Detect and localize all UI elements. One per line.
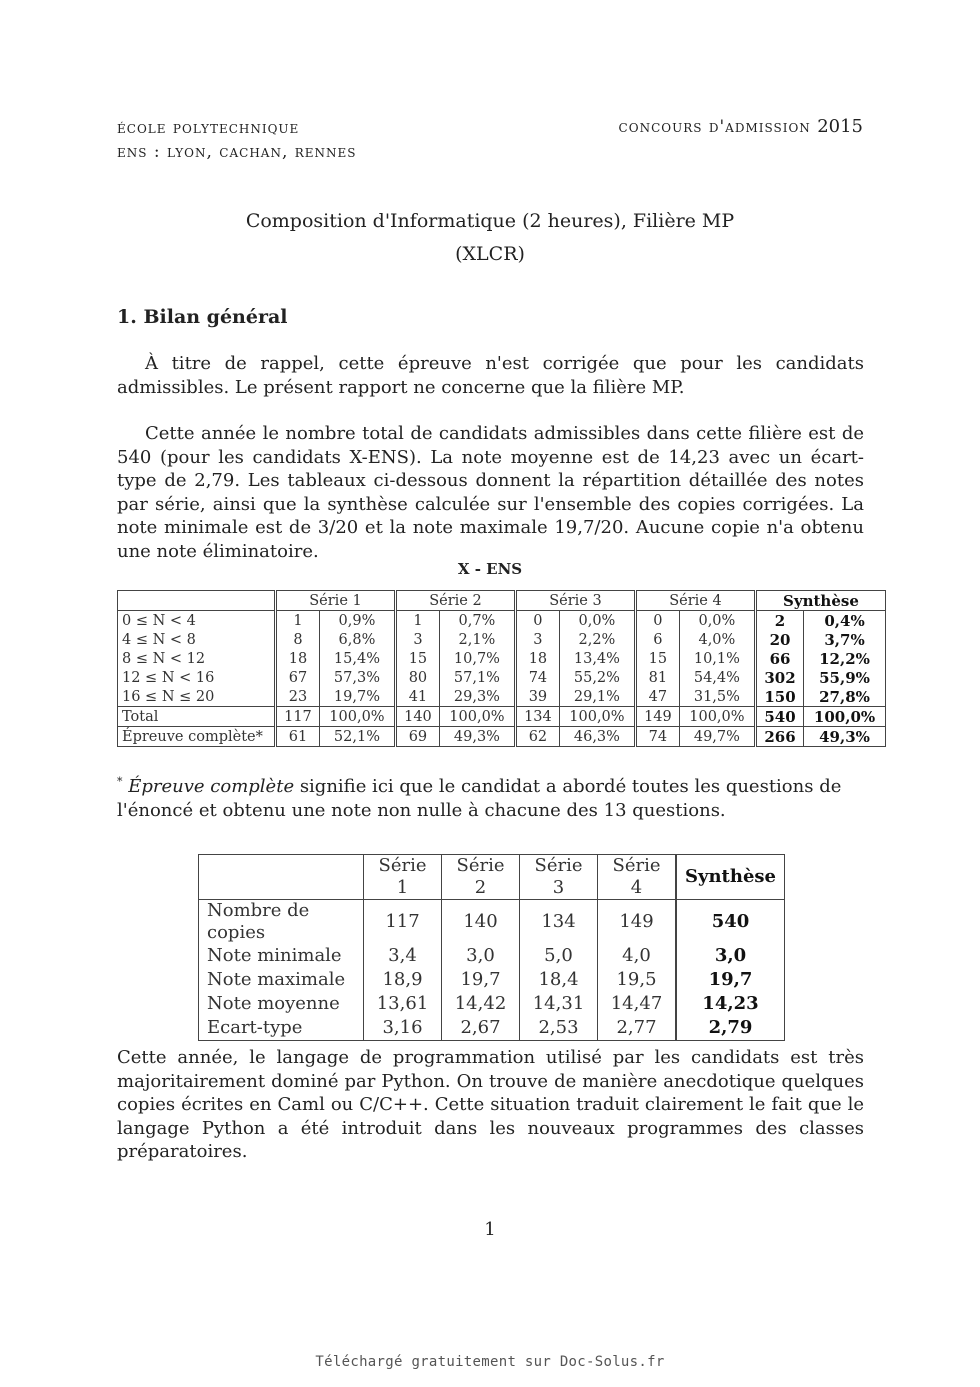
table-row <box>199 968 785 992</box>
table-cell: 31,5% <box>679 687 755 707</box>
column-header: Série 4 <box>635 591 755 611</box>
row-label: 16 ≤ N ≤ 20 <box>118 687 276 707</box>
table-cell: 540 <box>755 707 803 727</box>
table-cell: 19,7% <box>319 687 395 707</box>
column-header: Série 1 <box>364 855 442 900</box>
table-cell: 100,0% <box>679 707 755 727</box>
row-label: 0 ≤ N < 4 <box>118 611 276 631</box>
table-row <box>199 944 785 968</box>
table-cell: 2,53 <box>520 1016 598 1041</box>
column-header: Série 3 <box>515 591 635 611</box>
table-cell: 18,4 <box>520 968 598 992</box>
row-label: Épreuve complète* <box>118 727 276 747</box>
table-cell: 8 <box>276 630 320 649</box>
row-label: Ecart-type <box>199 1016 364 1041</box>
table-cell: 0 <box>635 611 679 631</box>
table-cell: 2 <box>755 611 803 631</box>
grade-distribution-table <box>117 590 886 747</box>
table-cell: 266 <box>755 727 803 747</box>
row-label: Total <box>118 707 276 727</box>
table-cell: 134 <box>515 707 559 727</box>
table-cell: 80 <box>395 668 439 687</box>
table-cell: 57,1% <box>439 668 515 687</box>
table-cell: 117 <box>276 707 320 727</box>
column-header: Série 3 <box>520 855 598 900</box>
table-cell: 2,2% <box>559 630 635 649</box>
footnote-mark: * <box>117 775 123 788</box>
table-cell: 2,67 <box>442 1016 520 1041</box>
table-header-row <box>199 855 785 900</box>
table-cell: 14,23 <box>676 992 784 1016</box>
row-label: Note maximale <box>199 968 364 992</box>
paragraph-intro <box>117 352 864 399</box>
table-cell: 100,0% <box>439 707 515 727</box>
table-cell: 4,0% <box>679 630 755 649</box>
table-cell: 12,2% <box>804 649 886 668</box>
table-cell: 540 <box>676 900 784 945</box>
table-cell: 14,42 <box>442 992 520 1016</box>
page-number: 1 <box>484 1219 496 1240</box>
institution-line-1: école polytechnique <box>117 118 300 138</box>
table-cell: 47 <box>635 687 679 707</box>
table-cell: 29,1% <box>559 687 635 707</box>
row-label: Nombre de copies <box>199 900 364 945</box>
table-cell: 0,0% <box>679 611 755 631</box>
institution-header <box>117 116 357 164</box>
section-heading: 1. Bilan général <box>117 306 288 328</box>
table-cell: 302 <box>755 668 803 687</box>
contest-header <box>619 116 863 137</box>
table-cell: 150 <box>755 687 803 707</box>
table-cell: 0,7% <box>439 611 515 631</box>
footnote-term: Épreuve complète <box>128 776 295 797</box>
row-label: 4 ≤ N < 8 <box>118 630 276 649</box>
table-cell: 3,7% <box>804 630 886 649</box>
table-cell: 62 <box>515 727 559 747</box>
table-cell: 2,77 <box>598 1016 677 1041</box>
table-cell: 6 <box>635 630 679 649</box>
table-cell: 149 <box>635 707 679 727</box>
column-header: Série 2 <box>395 591 515 611</box>
table-cell: 61 <box>276 727 320 747</box>
table-cell: 15 <box>635 649 679 668</box>
table-cell: 52,1% <box>319 727 395 747</box>
table-row <box>118 687 886 707</box>
table-cell: 49,3% <box>439 727 515 747</box>
table-cell: 13,4% <box>559 649 635 668</box>
table-cell: 74 <box>635 727 679 747</box>
contest-year: 2015 <box>817 116 863 137</box>
table-cell: 54,4% <box>679 668 755 687</box>
table-cell: 19,5 <box>598 968 677 992</box>
table-cell: 74 <box>515 668 559 687</box>
table-cell: 2,79 <box>676 1016 784 1041</box>
table-row <box>199 992 785 1016</box>
table-row <box>199 900 785 945</box>
table-cell: 149 <box>598 900 677 945</box>
table-cell: 41 <box>395 687 439 707</box>
document-title: Composition d'Informatique (2 heures), Filière MP <box>245 210 735 232</box>
column-header: Série 1 <box>276 591 396 611</box>
table-row <box>199 1016 785 1041</box>
table-cell: 2,1% <box>439 630 515 649</box>
table-cell: 27,8% <box>804 687 886 707</box>
table-cell: 10,7% <box>439 649 515 668</box>
table-cell: 3 <box>395 630 439 649</box>
table-row <box>118 630 886 649</box>
table-cell: 1 <box>276 611 320 631</box>
table-cell: 15,4% <box>319 649 395 668</box>
table-cell: 6,8% <box>319 630 395 649</box>
table-cell: 55,9% <box>804 668 886 687</box>
footnote <box>117 770 864 822</box>
table-cell: 3,16 <box>364 1016 442 1041</box>
table-cell: 3 <box>515 630 559 649</box>
table-cell: 10,1% <box>679 649 755 668</box>
paragraph-stats-text: Cette année le nombre total de candidats admissibles dans cette filière est de 540 (pour les candidats X-ENS). La note moyenne est de 14,23 avec un écart-type de 2,79. Les tableaux ci-dessous donnent la répartition détaillée des notes par série, ainsi que la synthèse calculée sur l'ensemble des copies corrigées. La note minimale est de 3/20 et la note maximale 19,7/20. Aucune copie n'a obtenu une note éliminatoire. <box>117 423 864 562</box>
table-cell: 3,0 <box>442 944 520 968</box>
table-cell: 49,3% <box>804 727 886 747</box>
table-row <box>118 668 886 687</box>
table-cell: 18,9 <box>364 968 442 992</box>
table-cell: 3,4 <box>364 944 442 968</box>
table-cell: 39 <box>515 687 559 707</box>
table-cell: 0,4% <box>804 611 886 631</box>
table-cell: 55,2% <box>559 668 635 687</box>
table-cell: 19,7 <box>442 968 520 992</box>
document-subtitle: (XLCR) <box>455 243 525 265</box>
table-cell: 3,0 <box>676 944 784 968</box>
paragraph-stats <box>117 422 864 563</box>
table-cell: 19,7 <box>676 968 784 992</box>
table-cell: 49,7% <box>679 727 755 747</box>
table-cell: 0 <box>515 611 559 631</box>
table-cell: 100,0% <box>559 707 635 727</box>
download-note: Téléchargé gratuitement sur Doc-Solus.fr <box>315 1354 665 1370</box>
summary-statistics-table <box>198 854 785 1041</box>
table-cell: 140 <box>395 707 439 727</box>
table-cell: 100,0% <box>319 707 395 727</box>
table-header-row <box>118 591 886 611</box>
row-label: Note minimale <box>199 944 364 968</box>
table-cell: 67 <box>276 668 320 687</box>
paragraph-language: Cette année, le langage de programmation utilisé par les candidats est très majoritairement dominé par Python. On trouve de manière anecdotique quelques copies écrites en Caml ou C/C++. Cette situation traduit clairement le fait que le langage Python a été introduit dans les nouveaux programmes des classes préparatoires. <box>117 1047 864 1162</box>
table-cell: 18 <box>276 649 320 668</box>
table-cell: 0,9% <box>319 611 395 631</box>
table-cell: 81 <box>635 668 679 687</box>
table-row <box>118 611 886 631</box>
table-cell: 4,0 <box>598 944 677 968</box>
table-cell: 69 <box>395 727 439 747</box>
table-cell: 100,0% <box>804 707 886 727</box>
table-cell: 13,61 <box>364 992 442 1016</box>
column-header: Synthèse <box>755 591 885 611</box>
institution-line-2: ens : lyon, cachan, rennes <box>117 142 357 162</box>
table-cell: 134 <box>520 900 598 945</box>
column-header: Série 4 <box>598 855 677 900</box>
table-cell: 140 <box>442 900 520 945</box>
table-cell: 18 <box>515 649 559 668</box>
table-cell: 66 <box>755 649 803 668</box>
paragraph-intro-text: À titre de rappel, cette épreuve n'est corrigée que pour les candidats admissibles. Le présent rapport ne concerne que la filière MP. <box>117 353 864 398</box>
table-cell: 1 <box>395 611 439 631</box>
row-label: 12 ≤ N < 16 <box>118 668 276 687</box>
row-label: 8 ≤ N < 12 <box>118 649 276 668</box>
table-caption: X - ENS <box>457 560 523 578</box>
table-cell: 14,47 <box>598 992 677 1016</box>
table-cell: 20 <box>755 630 803 649</box>
row-label: Note moyenne <box>199 992 364 1016</box>
column-header: Série 2 <box>442 855 520 900</box>
table-cell: 57,3% <box>319 668 395 687</box>
footnote-text: signifie ici que le candidat a abordé toutes les questions de l'énoncé et obtenu une note non nulle à chacune des 13 questions. <box>117 776 842 821</box>
table-cell: 15 <box>395 649 439 668</box>
contest-label: concours d'admission <box>618 117 811 137</box>
table-row <box>118 649 886 668</box>
table-cell: 117 <box>364 900 442 945</box>
column-header: Synthèse <box>676 855 784 900</box>
table-row <box>118 727 886 747</box>
table-row <box>118 707 886 727</box>
table-cell: 14,31 <box>520 992 598 1016</box>
table-cell: 0,0% <box>559 611 635 631</box>
table-cell: 46,3% <box>559 727 635 747</box>
table-cell: 29,3% <box>439 687 515 707</box>
table-cell: 23 <box>276 687 320 707</box>
table-cell: 5,0 <box>520 944 598 968</box>
